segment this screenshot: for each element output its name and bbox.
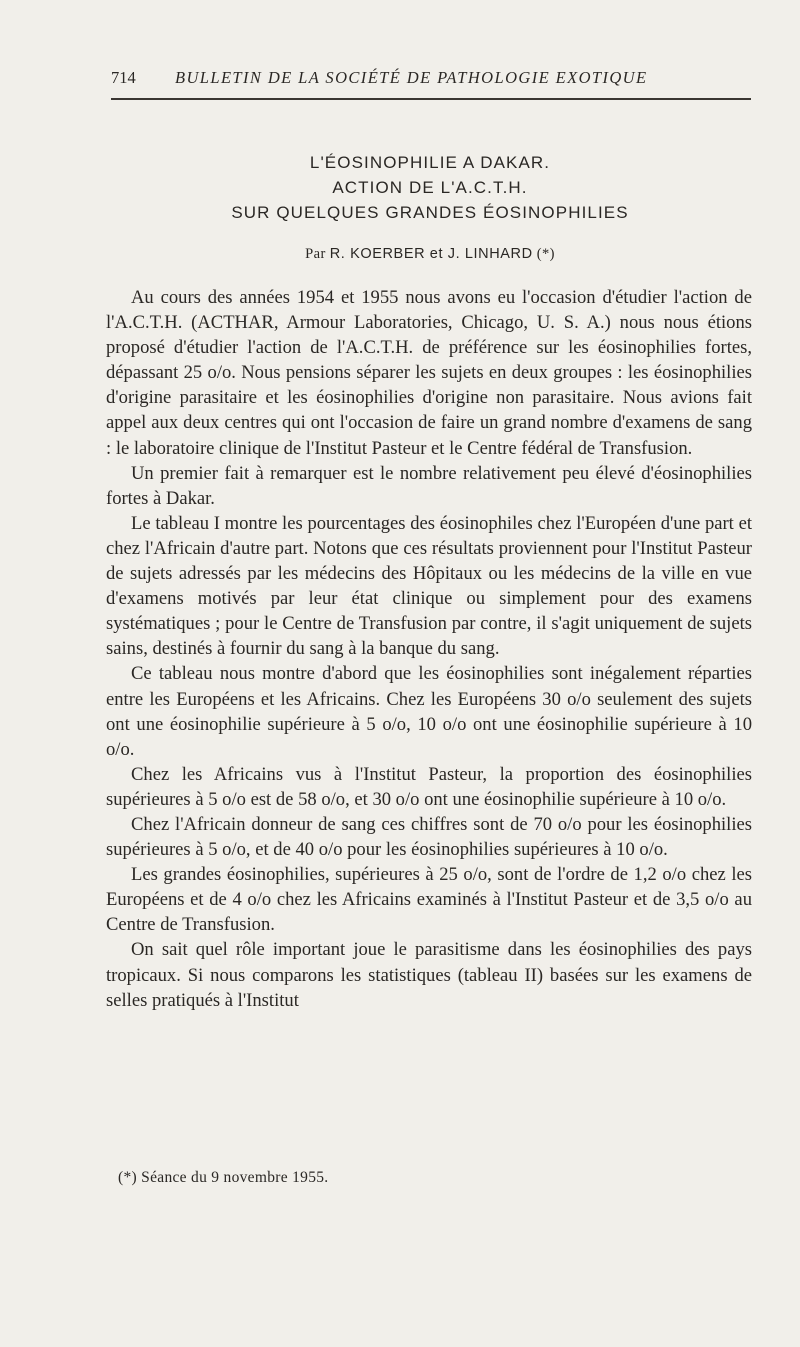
title-line-1: L'ÉOSINOPHILIE A DAKAR. — [309, 153, 551, 172]
footnote-text: Séance du 9 novembre 1955. — [141, 1169, 329, 1186]
title-line-2: ACTION DE L'A.C.T.H. — [332, 178, 528, 197]
footnote-marker: (*) — [118, 1169, 137, 1186]
paragraph: Un premier fait à remarquer est le nombre relativement peu élevé d'éosinophilies fortes à Dakar. — [106, 462, 752, 509]
paragraph: Les grandes éosinophilies, supérieures à 25 o/o, sont de l'ordre de 1,2 o/o chez les Européens et de 4 o/o chez les Africains examinés à l'Institut Pasteur et de 3,5 o/o au Centre de Transfusion. — [106, 864, 752, 936]
paragraph: Chez les Africains vus à l'Institut Pasteur, la proportion des éosinophilies supérieures à 5 o/o est de 58 o/o, et 30 o/o ont une éosinophilie supérieure à 10 o/o. — [106, 763, 752, 810]
paragraph: Au cours des années 1954 et 1955 nous avons eu l'occasion d'étudier l'action de l'A.C.T.H. (ACTHAR, Armour Laboratories, Chicago, U. S. A.) nous nous étions proposé d'étudier l'action de l'A.C.T.H. de préférence sur les éosinophilies fortes, dépassant 25 o/o. Nous pensions séparer les sujets en deux groupes : les éosinophilies d'origine parasitaire et les éosinophilies d'origine non parasitaire. Nous avions fait appel aux deux centres qui ont l'occasion de faire un grand nombre d'examens de sang : le laboratoire clinique de l'Institut Pasteur et le Centre fédéral de Transfusion. — [106, 287, 752, 459]
byline-authors: R. KOERBER et J. LINHARD — [329, 246, 533, 262]
page-number: 714 — [111, 68, 136, 87]
title-line-3: SUR QUELQUES GRANDES ÉOSINOPHILIES — [231, 203, 629, 222]
footnote — [118, 1169, 758, 1187]
paragraph: On sait quel rôle important joue le parasitisme dans les éosinophilies des pays tropicaux. Si nous comparons les statistiques (tableau II) basées sur les examens de selles pratiqués à l'Institut — [106, 939, 752, 1011]
article-body — [106, 285, 752, 1013]
byline — [110, 246, 750, 263]
article-title — [110, 150, 750, 225]
paragraph: Chez l'Africain donneur de sang ces chiffres sont de 70 o/o pour les éosinophilies supérieures à 5 o/o, et de 40 o/o pour les éosinophilies supérieures à 10 o/o. — [106, 813, 752, 861]
paragraph: Le tableau I montre les pourcentages des éosinophiles chez l'Européen d'une part et chez l'Africain d'autre part. Notons que ces résultats proviennent pour l'Institut Pasteur de sujets adressés par les médecins des Hôpitaux ou les médecins de la ville en vue d'examens motivés par leur état clinique ou simplement pour des examens systématiques ; pour le Centre de Transfusion par contre, il s'agit uniquement de sujets sains, destinés à fournir du sang à la banque du sang. — [106, 512, 752, 660]
paragraph: Ce tableau nous montre d'abord que les éosinophilies sont inégalement réparties entre les Européens et les Africains. Chez les Européens 30 o/o seulement des sujets ont une éosinophilie supérieure à 5 o/o, 10 o/o ont une éosinophilie supérieure à 10 o/o. — [106, 663, 752, 760]
header-rule — [111, 98, 751, 100]
byline-prefix: Par — [305, 246, 326, 262]
journal-title: BULLETIN DE LA SOCIÉTÉ DE PATHOLOGIE EXOTIQUE — [175, 68, 648, 87]
byline-note-marker: (*) — [536, 246, 555, 262]
